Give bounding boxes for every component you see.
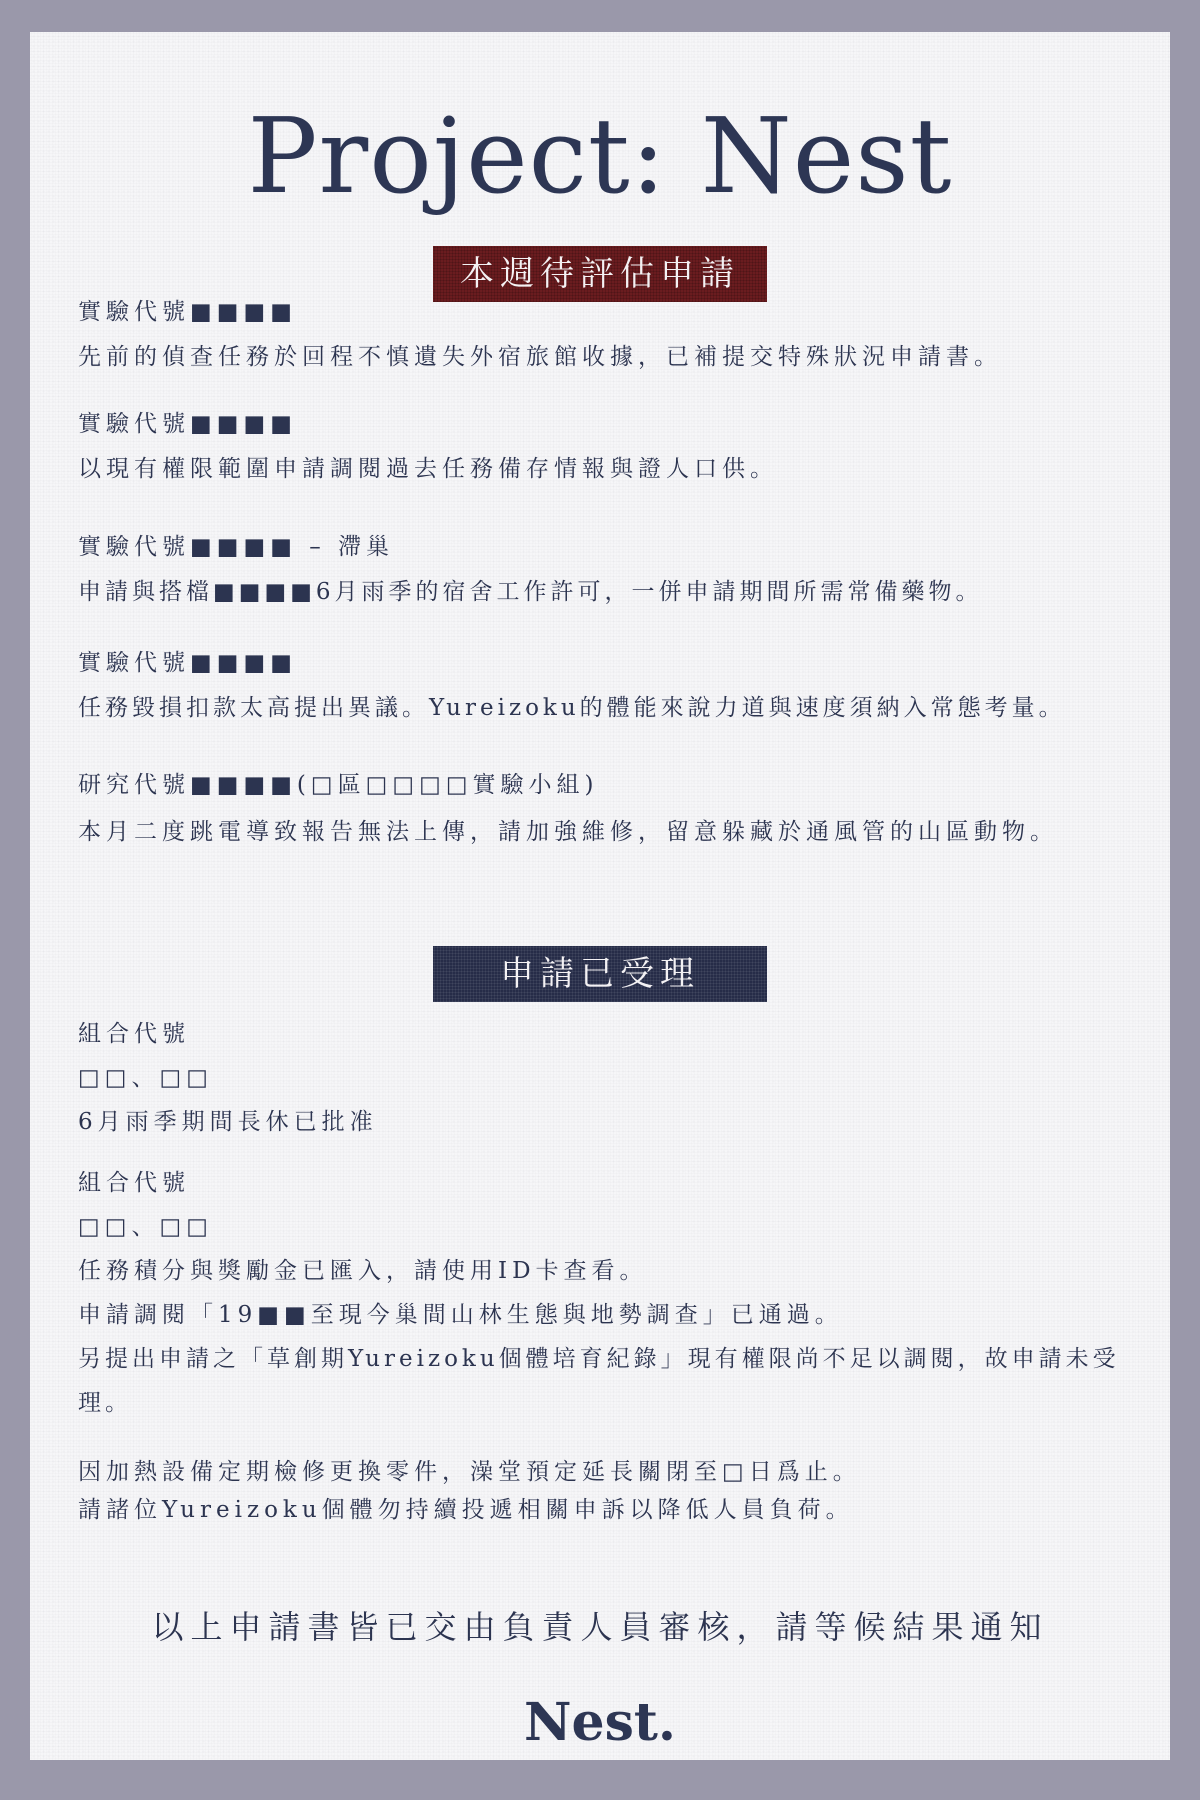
- pending-entry-1-text: 先前的偵查任務於回程不慎遺失外宿旅館收據，已補提交特殊狀況申請書。: [78, 344, 1002, 370]
- pending-entry-2-text: 以現有權限範圍申請調閱過去任務備存情報與證人口供。: [78, 456, 778, 482]
- pending-entry-2-code: 實驗代號■■■■: [78, 411, 297, 437]
- pending-banner: 本週待評估申請: [433, 246, 767, 302]
- pending-entry-5-text: 本月二度跳電導致報告無法上傳，請加強維修，留意躲藏於通風管的山區動物。: [78, 819, 1058, 845]
- notice-1: 因加熱設備定期檢修更換零件，澡堂預定延長關閉至□日爲止。: [78, 1459, 861, 1485]
- group-1-text: 6月雨季期間長休已批准: [78, 1109, 378, 1135]
- pending-entry-1-code: 實驗代號■■■■: [78, 299, 297, 325]
- group-2-label: 組合代號: [78, 1170, 190, 1196]
- pending-entry-3-code: 實驗代號■■■■ – 滯巢: [78, 534, 395, 560]
- group-1-label: 組合代號: [78, 1021, 190, 1047]
- group-2-line-2: 申請調閱「19■■至現今巢間山林生態與地勢調查」已通過。: [78, 1302, 843, 1328]
- pending-entry-3-text: 申請與搭檔■■■■6月雨季的宿舍工作許可，一併申請期間所需常備藥物。: [78, 579, 983, 605]
- group-1-members: □□、□□: [78, 1065, 213, 1091]
- group-2-members: □□、□□: [78, 1214, 213, 1240]
- group-2-line-1: 任務積分與獎勵金已匯入，請使用ID卡查看。: [78, 1258, 648, 1284]
- nest-logo: Nest.: [523, 1692, 676, 1753]
- pending-entry-5-code: 研究代號■■■■(□區□□□□實驗小組): [78, 772, 599, 798]
- page-title: Project: Nest: [247, 95, 953, 217]
- closing-statement: 以上申請書皆已交由負責人員審核，請等候結果通知: [151, 1608, 1049, 1646]
- accepted-banner: 申請已受理: [433, 946, 767, 1002]
- document-page: [30, 32, 1170, 1760]
- notice-2: 請諸位Yureizoku個體勿持續投遞相關申訴以降低人員負荷。: [78, 1497, 854, 1523]
- pending-entry-4-text: 任務毀損扣款太高提出異議。Yureizoku的體能來說力道與速度須納入常態考量。: [78, 695, 1066, 721]
- pending-entry-4-code: 實驗代號■■■■: [78, 650, 297, 676]
- group-2-line-3: 另提出申請之「草創期Yureizoku個體培育紀錄」現有權限尚不足以調閱，故申請未受理。: [78, 1346, 1120, 1416]
